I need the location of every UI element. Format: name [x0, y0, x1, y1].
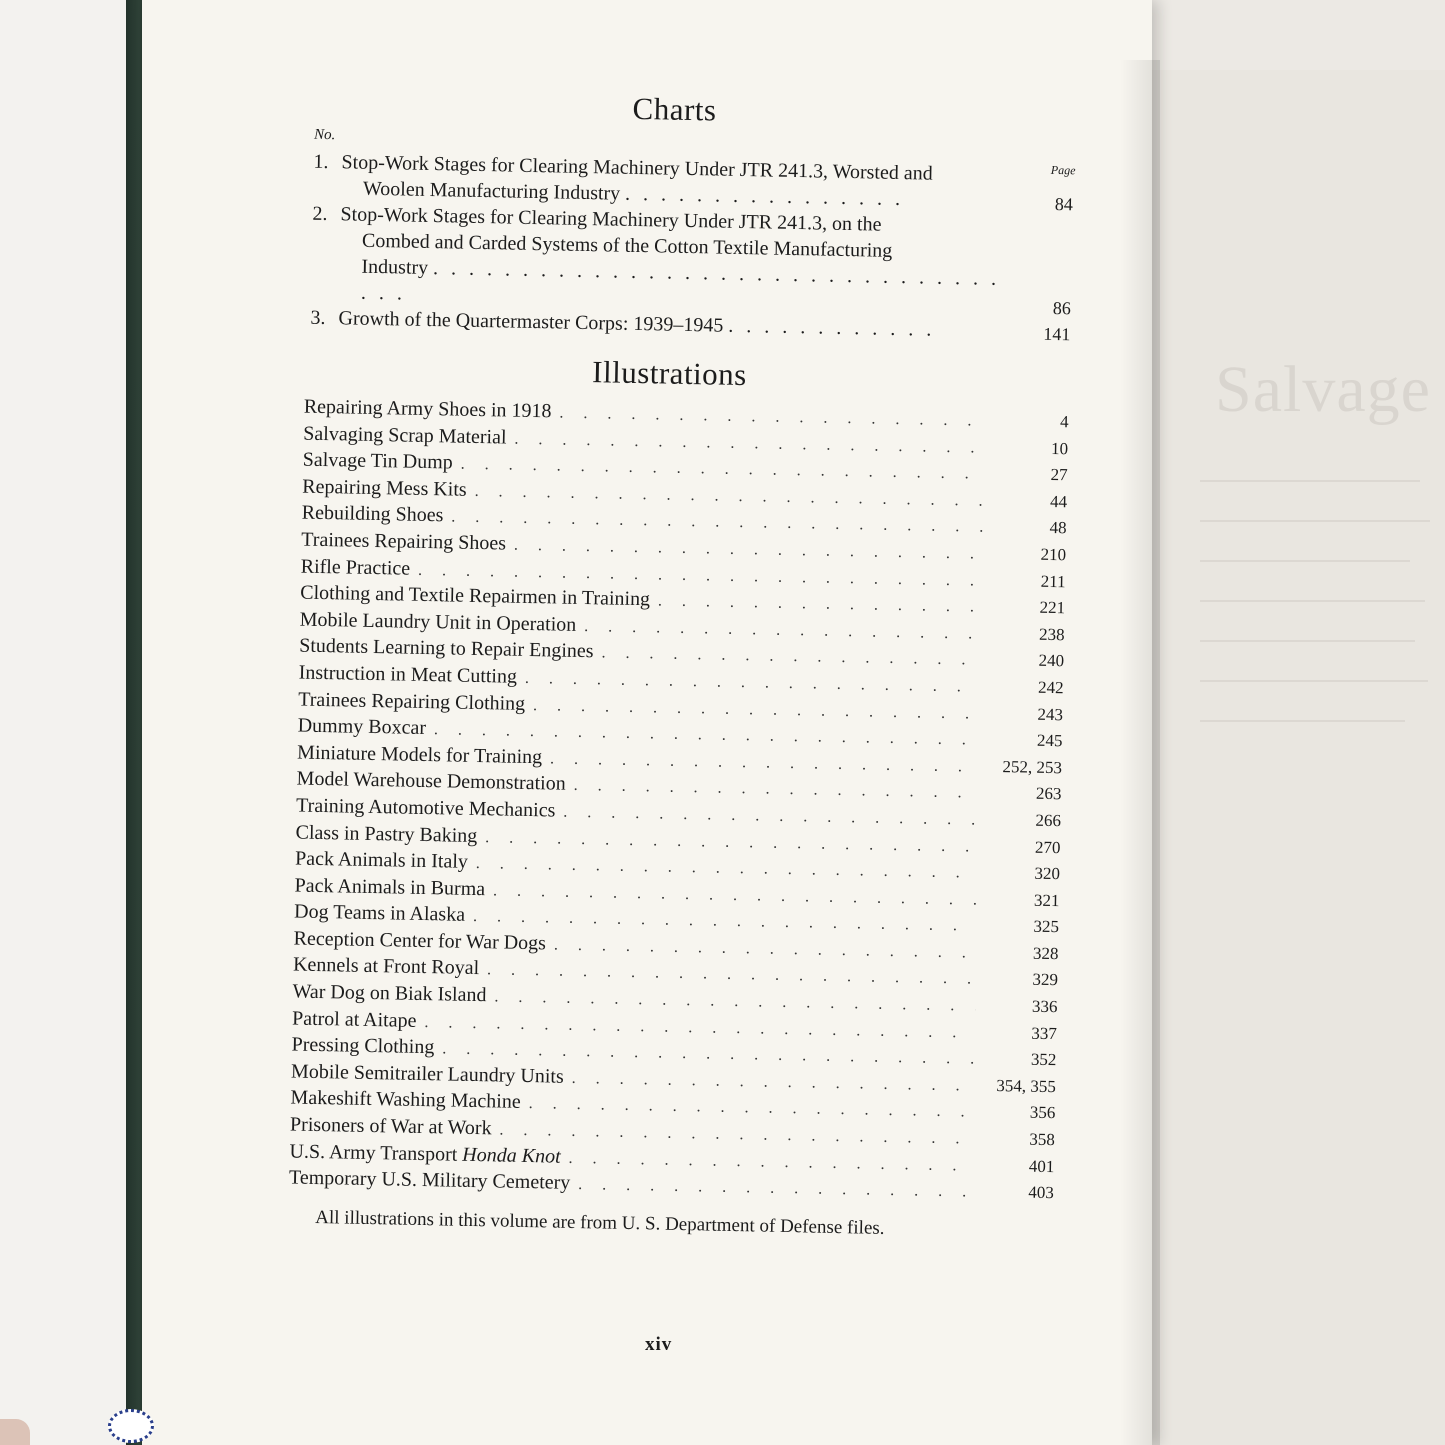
illustrations-heading: Illustrations — [591, 354, 748, 393]
illustration-title: Trainees Repairing Clothing — [297, 688, 526, 715]
facing-page-text-line — [1200, 640, 1415, 642]
illustration-title: U.S. Army Transport Honda Knot — [289, 1140, 561, 1168]
illustration-page-number: 403 — [1028, 1182, 1055, 1203]
illustration-page-number: 356 — [1029, 1103, 1056, 1123]
finger — [0, 1405, 150, 1445]
illustration-page-number: 270 — [1034, 837, 1061, 857]
chart-number: 2. — [312, 202, 328, 226]
illustration-title: Pack Animals in Burma — [294, 874, 486, 900]
page-fold-shadow — [1120, 60, 1160, 1445]
chart-page-number: 141 — [1043, 323, 1071, 345]
illustration-page-number: 329 — [1032, 970, 1059, 990]
illustration-title: Instruction in Meat Cutting — [298, 661, 518, 688]
illustration-title: Mobile Laundry Unit in Operation — [299, 608, 577, 636]
illustration-title: Repairing Army Shoes in 1918 — [303, 395, 552, 423]
finger-skin — [0, 1419, 30, 1445]
illustration-title: Prisoners of War at Work — [289, 1113, 492, 1140]
illustration-page-number: 27 — [1050, 465, 1068, 485]
chart-title-line: Industry . . . . . . . . . . . . . . . . . . . . . . . . . . . . . . . . . . . — [360, 255, 1001, 305]
facing-page — [1152, 70, 1445, 1445]
illustration-page-number: 221 — [1039, 597, 1066, 618]
chart-page-number: 84 — [1054, 193, 1074, 215]
illustration-title: Miniature Models for Training — [296, 741, 543, 768]
page-column-label: Page — [1050, 162, 1076, 178]
illustration-title: Clothing and Textile Repairmen in Training — [300, 581, 651, 611]
illustration-page-number: 48 — [1049, 518, 1067, 538]
illustration-title: Class in Pastry Baking — [295, 821, 478, 847]
illustration-page-number: 10 — [1050, 438, 1069, 458]
ship-name: Honda Knot — [462, 1143, 561, 1168]
chart-entry — [271, 200, 1073, 319]
chart-title-line: Combed and Carded Systems of the Cotton Textile Manufacturing — [361, 229, 893, 262]
facing-page-title: Salvage — [1215, 353, 1431, 426]
illustration-page-number: 358 — [1029, 1129, 1056, 1150]
illustration-page-number: 240 — [1038, 651, 1065, 671]
illustration-page-number: 252, 253 — [1002, 756, 1063, 777]
chart-page-number: 86 — [1052, 297, 1072, 319]
illustration-page-number: 263 — [1035, 784, 1062, 804]
illustration-page-number: 210 — [1040, 544, 1067, 565]
illustration-title: Dummy Boxcar — [297, 714, 427, 740]
chart-title-line: Stop-Work Stages for Clearing Machinery Under JTR 241.3, on the — [340, 203, 882, 236]
charts-list — [270, 148, 1073, 345]
illustration-title: Salvage Tin Dump — [302, 448, 454, 474]
charts-heading: Charts — [632, 90, 717, 128]
illustration-title: Kennels at Front Royal — [292, 953, 480, 980]
illustration-title: Repairing Mess Kits — [302, 475, 467, 501]
facing-page-text-line — [1200, 560, 1410, 562]
illustration-title: Students Learning to Repair Engines — [299, 634, 594, 663]
chart-title-line: Growth of the Quartermaster Corps: 1939–1945 . . . . . . . . . . . . — [338, 307, 936, 341]
illustration-title: Patrol at Aitape — [291, 1007, 417, 1032]
illustration-title: Pack Animals in Italy — [294, 847, 469, 873]
illustration-title: Makeshift Washing Machine — [290, 1086, 521, 1114]
illustration-page-number: 242 — [1037, 677, 1064, 698]
illustration-page-number: 4 — [1059, 412, 1069, 432]
illustration-title: Rifle Practice — [300, 555, 411, 580]
illustration-page-number: 321 — [1033, 890, 1060, 910]
chart-title-text: Woolen Manufacturing Industry — [362, 177, 621, 205]
illustration-page-number: 211 — [1040, 571, 1066, 591]
illustration-page-number: 352 — [1030, 1049, 1057, 1070]
illustration-title: Mobile Semitrailer Laundry Units — [290, 1060, 564, 1088]
chart-title-line: Woolen Manufacturing Industry . . . . . . . . . . . . . . . . — [362, 177, 905, 211]
illustration-page-number: 328 — [1032, 943, 1059, 964]
number-column-label: No. — [313, 126, 336, 144]
illustrations-credit: All illustrations in this volume are from U. S. Department of Defense files. — [315, 1206, 885, 1239]
illustration-page-number: 337 — [1031, 1023, 1058, 1043]
facing-page-text-line — [1200, 680, 1428, 682]
facing-page-text-line — [1200, 600, 1425, 602]
illustration-page-number: 401 — [1028, 1156, 1055, 1176]
illustration-page-number: 336 — [1031, 996, 1058, 1017]
illustration-page-number: 238 — [1038, 624, 1065, 645]
illustration-page-number: 44 — [1049, 491, 1068, 512]
illustration-title: Dog Teams in Alaska — [293, 900, 466, 927]
illustration-page-number: 245 — [1036, 730, 1063, 751]
illustration-page-number: 354, 355 — [996, 1075, 1057, 1097]
illustration-title: Training Automotive Mechanics — [295, 794, 556, 822]
chart-title-text: Industry — [361, 255, 429, 279]
illustration-title: Salvaging Scrap Material — [303, 422, 507, 449]
illustration-title: War Dog on Biak Island — [292, 980, 487, 1007]
illustrations-list — [254, 394, 1069, 1207]
chart-title-line: Stop-Work Stages for Clearing Machinery Under JTR 241.3, Worsted and — [341, 151, 933, 185]
chart-number: 3. — [310, 306, 326, 330]
page-folio: xiv — [645, 1334, 673, 1355]
facing-page-text-line — [1200, 480, 1420, 482]
chart-title-text: Growth of the Quartermaster Corps: 1939–1945 — [338, 307, 724, 337]
painted-fingernail — [108, 1409, 154, 1443]
facing-page-text-line — [1200, 720, 1405, 722]
illustration-title: Temporary U.S. Military Cemetery — [288, 1166, 571, 1195]
page-content — [253, 84, 1075, 1243]
illustration-page-number: 243 — [1037, 704, 1064, 724]
illustration-page-number: 320 — [1034, 863, 1061, 884]
illustration-page-number: 266 — [1035, 810, 1062, 831]
illustration-title: Reception Center for War Dogs — [293, 927, 547, 955]
illustration-title: Trainees Repairing Shoes — [301, 528, 507, 555]
chart-number: 1. — [313, 150, 329, 174]
illustration-title: Model Warehouse Demonstration — [296, 767, 566, 796]
illustration-title: Rebuilding Shoes — [301, 501, 444, 527]
illustration-page-number: 325 — [1033, 916, 1060, 937]
facing-page-text-line — [1200, 520, 1430, 522]
illustration-title: Pressing Clothing — [291, 1033, 435, 1059]
